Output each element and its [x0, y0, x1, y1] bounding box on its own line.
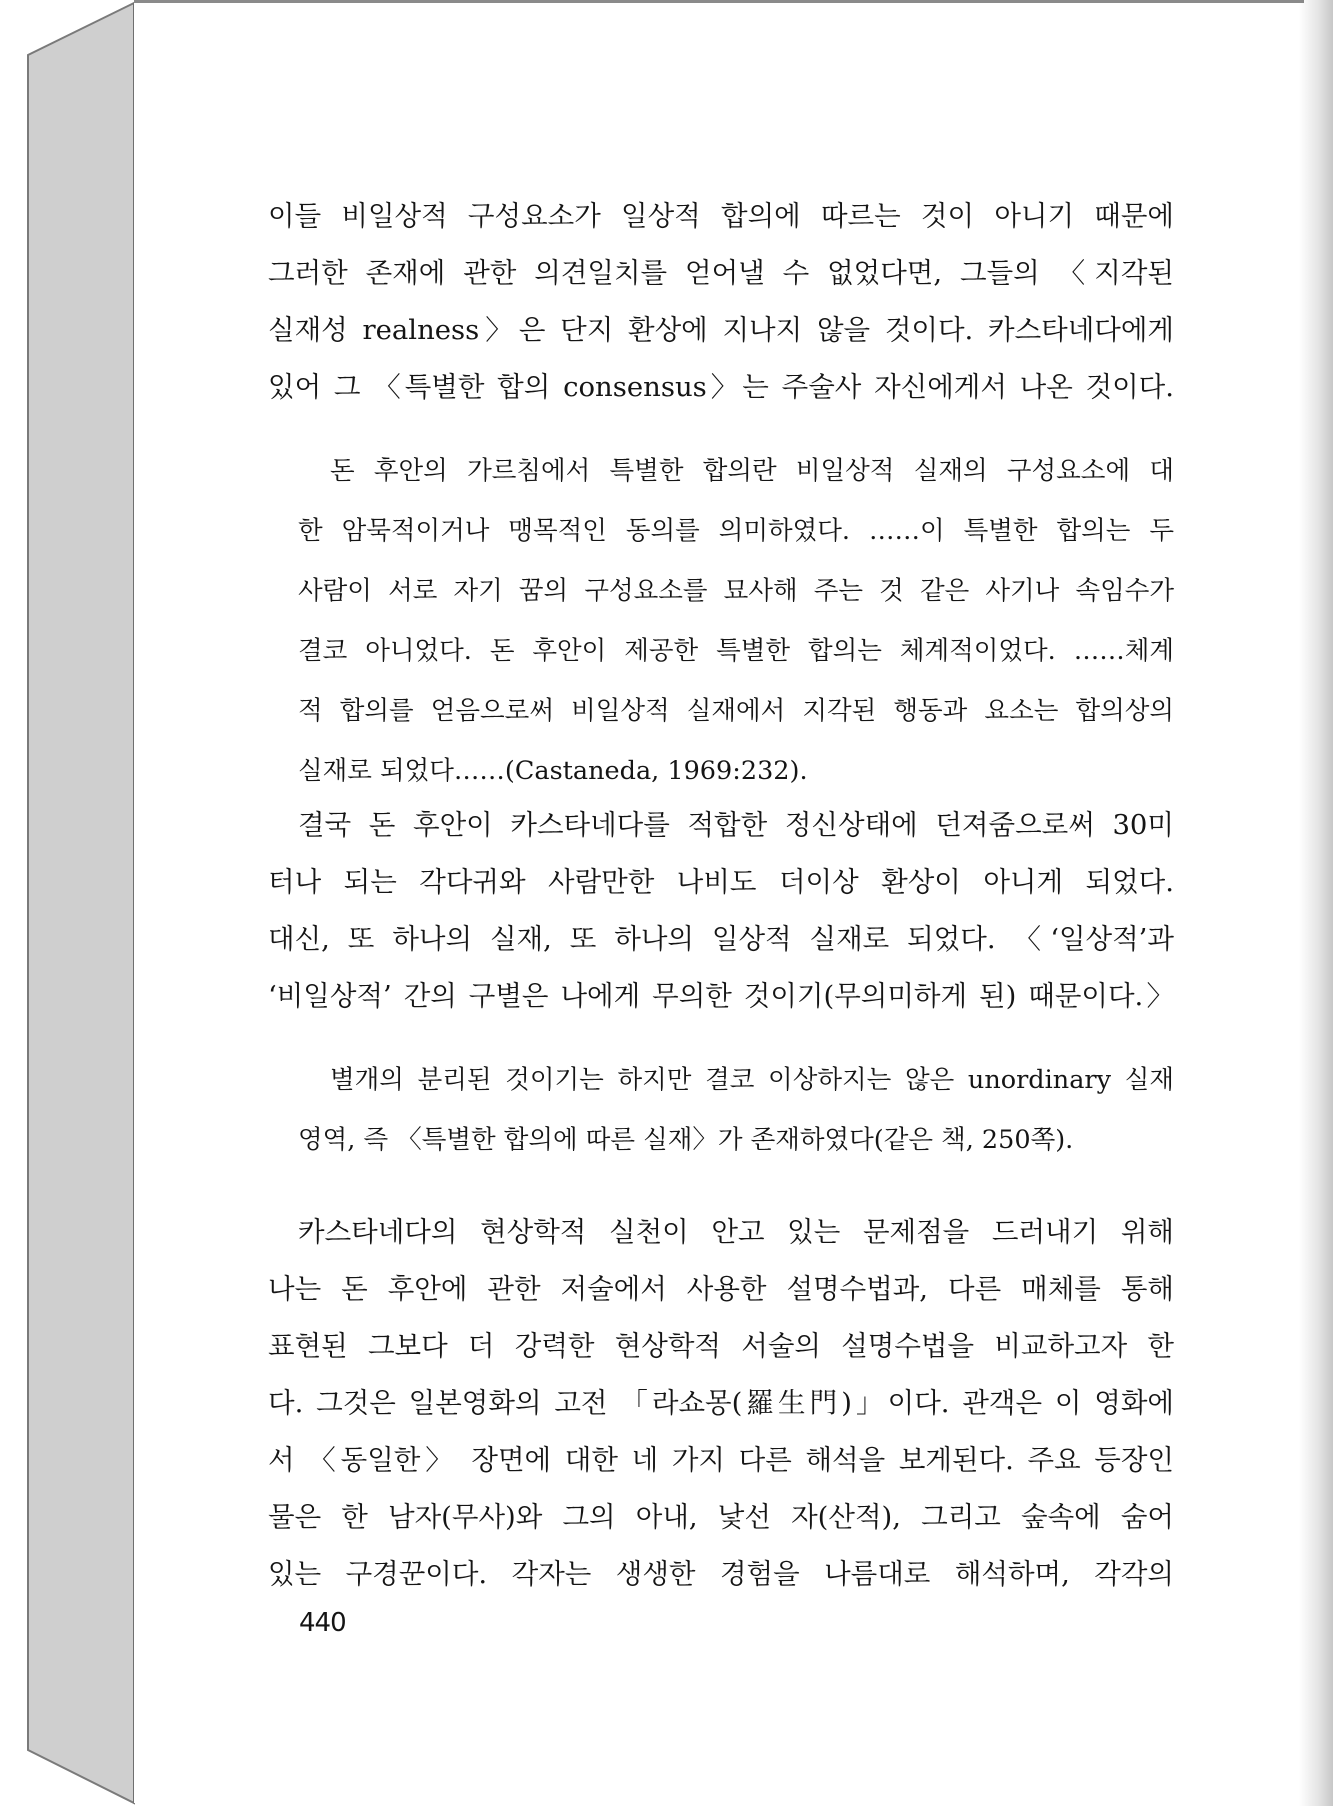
body-paragraph-3 [268, 1204, 1174, 1603]
text-line: ‘비일상적’ 간의 구별은 나에게 무의한 것이기(무의미하게 된) 때문이다.〉 [268, 980, 1174, 1012]
text-line: 결국 돈 후안이 카스타네다를 적합한 정신상태에 던져줌으로써 30미 [298, 809, 1174, 841]
text-line: 한 암묵적이거나 맹목적인 동의를 의미하였다. ……이 특별한 합의는 두 [298, 516, 1174, 546]
text-line: 사람이 서로 자기 꿈의 구성요소를 묘사해 주는 것 같은 사기나 속임수가 [298, 576, 1174, 606]
text-line: 서 〈동일한〉 장면에 대한 네 가지 다른 해석을 보게된다. 주요 등장인 [268, 1444, 1174, 1476]
text-line: 그러한 존재에 관한 의견일치를 얻어낼 수 없었다면, 그들의 〈지각된 [268, 257, 1174, 289]
body-paragraph-1 [268, 188, 1174, 416]
page-number: 440 [299, 1608, 346, 1638]
book-spine [0, 0, 140, 1806]
text-line: 실재성 realness〉은 단지 환상에 지나지 않을 것이다. 카스타네다에게 [268, 314, 1174, 346]
text-line: 물은 한 남자(무사)와 그의 아내, 낯선 자(산적), 그리고 숲속에 숨어 [268, 1501, 1174, 1533]
block-quote-1 [298, 441, 1174, 801]
text-line: 카스타네다의 현상학적 실천이 안고 있는 문제점을 드러내기 위해 [298, 1216, 1174, 1248]
text-line: 실재로 되었다……(Castaneda, 1969:232). [298, 756, 808, 786]
text-line: 터나 되는 각다귀와 사람만한 나비도 더이상 환상이 아니게 되었다. [268, 866, 1174, 898]
text-line: 영역, 즉 〈특별한 합의에 따른 실재〉가 존재하였다(같은 책, 250쪽). [298, 1125, 1074, 1155]
text-line: 적 합의를 얻음으로써 비일상적 실재에서 지각된 행동과 요소는 합의상의 [298, 696, 1174, 726]
text-line: 있는 구경꾼이다. 각자는 생생한 경험을 나름대로 해석하며, 각각의 [268, 1558, 1174, 1590]
text-line: 별개의 분리된 것이기는 하지만 결코 이상하지는 않은 unordinary 실재 [330, 1065, 1174, 1095]
text-line: 나는 돈 후안에 관한 저술에서 사용한 설명수법과, 다른 매체를 통해 [268, 1273, 1174, 1305]
page-shadow [1299, 0, 1333, 1806]
block-quote-2 [298, 1050, 1174, 1170]
text-line: 결코 아니었다. 돈 후안이 제공한 특별한 합의는 체계적이었다. ……체계 [298, 636, 1174, 666]
text-line: 있어 그 〈특별한 합의 consensus〉는 주술사 자신에게서 나온 것이다. [268, 371, 1174, 403]
text-line: 이들 비일상적 구성요소가 일상적 합의에 따르는 것이 아니기 때문에 [268, 200, 1174, 232]
text-line: 대신, 또 하나의 실재, 또 하나의 일상적 실재로 되었다. 〈‘일상적’과 [268, 923, 1174, 955]
body-paragraph-2 [268, 797, 1174, 1025]
text-line: 돈 후안의 가르침에서 특별한 합의란 비일상적 실재의 구성요소에 대 [330, 456, 1174, 486]
text-line: 다. 그것은 일본영화의 고전 「라쇼몽(羅生門)」이다. 관객은 이 영화에 [268, 1387, 1174, 1419]
text-line: 표현된 그보다 더 강력한 현상학적 서술의 설명수법을 비교하고자 한 [268, 1330, 1174, 1362]
